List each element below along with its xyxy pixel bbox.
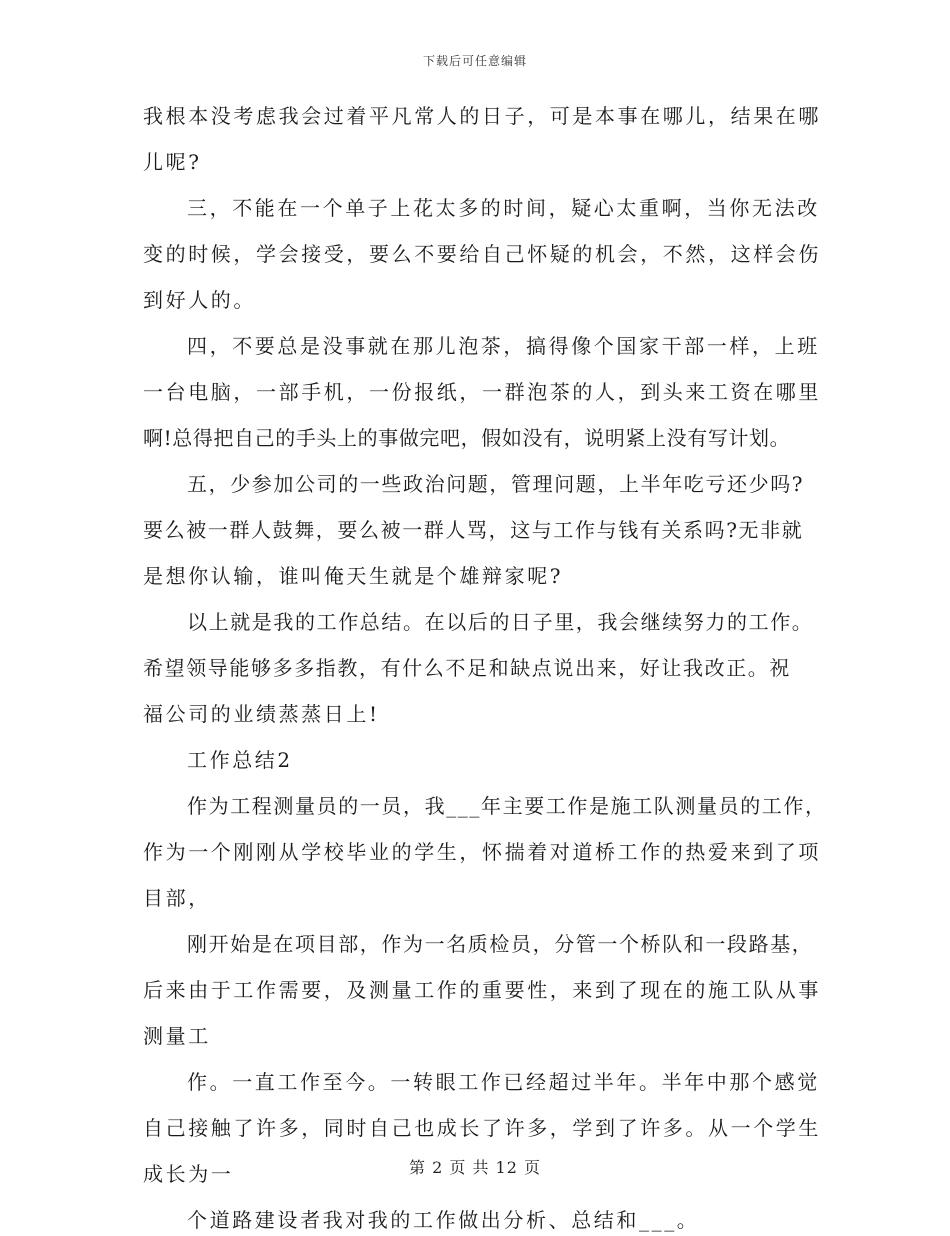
paragraph-line: 要么被一群人鼓舞，要么被一群人骂，这与工作与钱有关系吗?无非就 [143, 518, 804, 542]
paragraph-line: 希望领导能够多多指教，有什么不足和缺点说出来，好让我改正。祝 [143, 656, 791, 680]
paragraph-line: 测量工 [143, 1024, 211, 1048]
paragraph-line: 个道路建设者我对我的工作做出分析、总结和___。 [187, 1208, 700, 1232]
paragraph-line: 五，少参加公司的一些政治问题，管理问题，上半年吃亏还少吗? [187, 472, 805, 496]
paragraph-line: 福公司的业绩蒸蒸日上! [143, 702, 380, 726]
paragraph-line: 啊!总得把自己的手头上的事做完吧，假如没有，说明紧上没有写计划。 [143, 426, 791, 450]
paragraph-line: 变的时候，学会接受，要么不要给自己怀疑的机会，不然，这样会伤 [143, 242, 821, 266]
body-text [143, 100, 827, 1236]
paragraph-line: 儿呢? [143, 150, 202, 174]
paragraph-line: 刚开始是在项目部，作为一名质检员，分管一个桥队和一段路基， [187, 932, 814, 956]
paragraph-line: 作为工程测量员的一员，我___年主要工作是施工队测量员的工作， [187, 794, 827, 818]
paragraph-line: 后来由于工作需要，及测量工作的重要性，来到了现在的施工队从事 [143, 978, 821, 1002]
page-number: 第 2 页 共 12 页 [409, 1158, 541, 1177]
page-header: 下载后可任意编辑 [422, 54, 527, 68]
paragraph-line: 四，不要总是没事就在那儿泡茶，搞得像个国家干部一样，上班 [187, 334, 820, 358]
paragraph-line: 作。一直工作至今。一转眼工作已经超过半年。半年中那个感觉 [187, 1070, 820, 1094]
paragraph-line: 三，不能在一个单子上花太多的时间，疑心太重啊，当你无法改 [187, 196, 820, 220]
paragraph-line: 是想你认输，谁叫俺天生就是个雄辩家呢? [143, 564, 564, 588]
paragraph-line: 目部， [143, 886, 211, 910]
paragraph-line: 到好人的。 [143, 288, 256, 312]
paragraph-line: 以上就是我的工作总结。在以后的日子里，我会继续努力的工作。 [187, 610, 814, 634]
paragraph-line: 自己接触了许多，同时自己也成长了许多，学到了许多。从一个学生 [143, 1116, 821, 1140]
paragraph-line: 作为一个刚刚从学校毕业的学生，怀揣着对道桥工作的热爱来到了项 [143, 840, 821, 864]
section-heading: 工作总结2 [187, 748, 293, 772]
paragraph-line: 我根本没考虑我会过着平凡常人的日子，可是本事在哪儿，结果在哪 [143, 104, 821, 128]
paragraph-line: 成长为一 [143, 1162, 234, 1186]
paragraph-line: 一台电脑，一部手机，一份报纸，一群泡茶的人，到头来工资在哪里 [143, 380, 821, 404]
